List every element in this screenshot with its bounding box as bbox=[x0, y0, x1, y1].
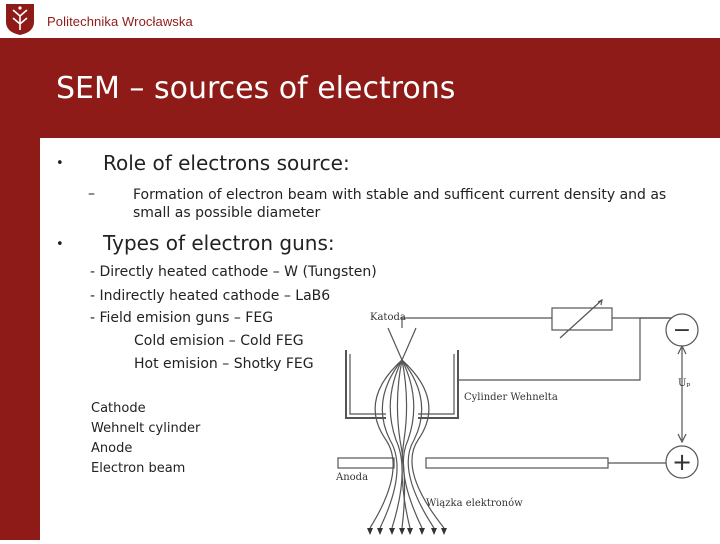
university-logo-icon bbox=[4, 2, 36, 36]
legend-item: Wehnelt cylinder bbox=[91, 421, 201, 436]
gun-type-line: - Directly heated cathode – W (Tungsten) bbox=[90, 264, 377, 280]
diagram-label-katoda: Katoda bbox=[370, 312, 406, 323]
slide-title: SEM – sources of electrons bbox=[56, 71, 456, 106]
sub-bullet-dash: – bbox=[88, 186, 95, 202]
diagram-label-beam: Wiązka elektronów bbox=[426, 498, 523, 509]
header-bar bbox=[0, 0, 720, 38]
gun-type-line: - Field emision guns – FEG bbox=[90, 310, 274, 326]
left-brand-strip bbox=[0, 0, 40, 540]
gun-type-line: Hot emision – Shotky FEG bbox=[134, 356, 314, 372]
legend-item: Anode bbox=[91, 441, 133, 456]
gun-type-line: Cold emision – Cold FEG bbox=[134, 333, 304, 349]
electron-gun-schematic bbox=[330, 290, 720, 540]
title-band bbox=[40, 38, 720, 138]
legend-item: Electron beam bbox=[91, 461, 186, 476]
plus-sign: + bbox=[671, 448, 693, 476]
bullet-types-of-guns: Types of electron guns: bbox=[103, 231, 335, 255]
bullet-dot: • bbox=[56, 156, 64, 171]
bullet-dot: • bbox=[56, 237, 64, 252]
diagram-label-cylinder: Cylinder Wehnelta bbox=[464, 392, 558, 403]
diagram-label-voltage: Uₚ bbox=[678, 378, 691, 389]
sub-bullet-formation: Formation of electron beam with stable and sufficent current density and as small as possible diameter bbox=[133, 187, 667, 221]
bullet-role-of-source: Role of electrons source: bbox=[103, 151, 350, 175]
legend-item: Cathode bbox=[91, 401, 146, 416]
university-name: Politechnika Wrocławska bbox=[47, 14, 193, 29]
diagram-label-anoda: Anoda bbox=[336, 472, 369, 483]
minus-sign: − bbox=[672, 318, 692, 343]
electron-gun-diagram bbox=[330, 290, 720, 540]
gun-type-line: - Indirectly heated cathode – LaB6 bbox=[90, 288, 331, 304]
